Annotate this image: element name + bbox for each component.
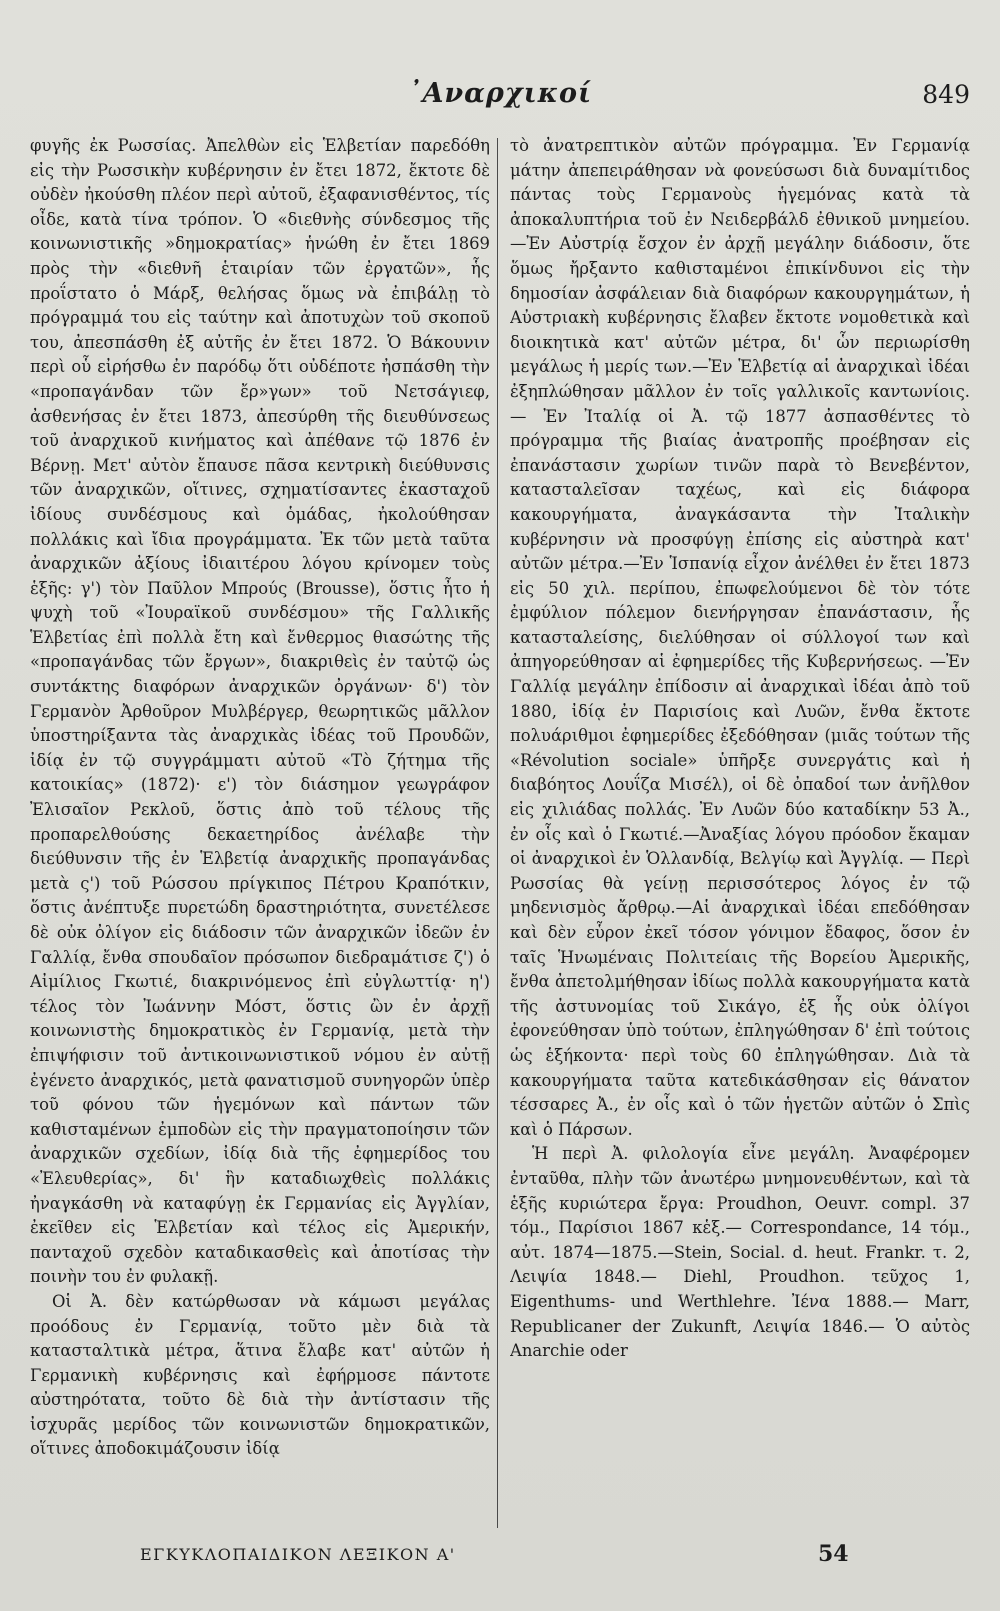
paragraph: τὸ ἀνατρεπτικὸν αὐτῶν πρόγραμμα. Ἐν Γερμανίᾳ μάτην ἀπεπειράθησαν νὰ φονεύσωσι διὰ δυναμίτιδος πάντας τοὺς Γερμανοὺς ἡγεμόνας κατὰ τὰ ἀποκαλυπτήρια τοῦ ἐν Νειδερβάλδ ἐθνικοῦ μνημείου.—Ἐν Αὐστρίᾳ ἔσχον ἐν ἀρχῇ μεγάλην διάδοσιν, ὅτε ὅμως ἤρξαντο καθισταμένοι ἐπικίνδυνοι εἰς τὴν δημοσίαν ἀσφάλειαν διὰ διαφόρων κακουργημάτων, ἡ Αὐστριακὴ κυβέρνησις ἔλαβεν ἔκτοτε νομοθετικὰ καὶ διοικητικὰ κατ' αὐτῶν μέτρα, δι' ὧν περιωρίσθη μεγάλως ἡ μερίς των.—Ἐν Ἑλβετίᾳ αἱ ἀναρχικαὶ ἰδέαι ἐξηπλώθησαν μᾶλλον ἐν τοῖς γαλλικοῖς καντωνίοις. — Ἐν Ἰταλίᾳ οἱ Ἀ. τῷ 1877 ἀσπασθέντες τὸ πρόγραμμα τῆς βιαίας ἀνατροπῆς προέβησαν εἰς ἐπανάστασιν χωρίων τινῶν παρὰ τὸ Βενεβέντον, κατασταλεῖσαν ταχέως, καὶ εἰς διάφορα κακουργήματα, ἀναγκάσαντα τὴν Ἰταλικὴν κυβέρνησιν νὰ προσφύγῃ ἐπίσης εἰς αὐστηρὰ κατ' αὐτῶν μέτρα.—Ἐν Ἱσπανίᾳ εἶχον ἀνέλθει ἐν ἔτει 1873 εἰς 50 χιλ. περίπου, ἐπωφελούμενοι δὲ τὸν τότε ἐμφύλιον πόλεμον διενήργησαν ἐπανάστασιν, ἧς κατασταλείσης, διελύθησαν οἱ σύλλογοί των καὶ ἀπηγορεύθησαν αἱ ἐφημερίδες τῆς Κυβερνήσεως. —Ἐν Γαλλίᾳ μεγάλην ἐπίδοσιν αἱ ἀναρχικαὶ ἰδέαι ἀπὸ τοῦ 1880, ἰδίᾳ ἐν Παρισίοις καὶ Λυῶν, ἔνθα ἔκτοτε πολυάριθμοι ἐφημερίδες ἐξεδόθησαν (μιᾶς τούτων τῆς «Révolution sociale» ὑπῆρξε συνεργάτις καὶ ἡ διαβόητος Λουΐζα Μισέλ), οἱ δὲ ὀπαδοί των ἀνῆλθον εἰς χιλιάδας πολλάς. Ἐν Λυῶν δύο καταδίκην 53 Ἀ., ἐν οἷς καὶ ὁ Γκωτιέ.—Ἀναξίας λόγου πρόοδον ἔκαμαν οἱ ἀναρχικοὶ ἐν Ὁλλανδίᾳ, Βελγίῳ καὶ Ἀγγλίᾳ. — Περὶ Ρωσσίας θὰ γείνῃ περισσότερος λόγος ἐν τῷ μηδενισμὸς ἄρθρῳ.—Αἱ ἀναρχικαὶ ἰδέαι επεδόθησαν καὶ δὲν εὗρον ἐκεῖ τόσον γόνιμον ἔδαφος, ὅσον ἐν ταῖς Ἡνωμέναις Πολιτείαις τῆς Βορείου Ἀμερικῆς, ἔνθα ἀπετολμήθησαν ἰδίως πολλὰ κακουργήματα κατὰ τῆς ἀστυνομίας τοῦ Σικάγο, ἐξ ἧς οὐκ ὀλίγοι ἐφονεύθησαν ὑπὸ τούτων, ἐπληγώθησαν δ' ἐπὶ τούτοις ὡς ἑξήκοντα· περὶ τοὺς 60 ἐπληγώθησαν. Διὰ τὰ κακουργήματα ταῦτα κατεδικάσθησαν εἰς θάνατον τέσσαρες Ἀ., ἐν οἷς καὶ ὁ τῶν ἡγετῶν αὐτῶν ὁ Σπὶς καὶ ὁ Πάρσων.: [510, 136, 970, 1139]
right-column: [510, 134, 970, 1534]
paragraph: Ἡ περὶ Ἀ. φιλολογία εἶνε μεγάλη. Ἀναφέρομεν ἐνταῦθα, πλὴν τῶν ἀνωτέρω μνημονευθέντων, καὶ τὰ ἑξῆς κυριώτερα ἔργα: Proudhon, Oeuvr. compl. 37 τόμ., Παρίσιοι 1867 κἑξ.— Correspondance, 14 τόμ., αὐτ. 1874—1875.—Stein, Social. d. heut. Frankr. τ. 2, Λειψία 1848.— Diehl, Proudhon. τεῦχος 1, Eigenthums- und Werthlehre. Ἰένα 1888.— Marr, Republicaner der Zukunft, Λειψία 1846.— Ὁ αὐτὸς Anarchie oder: [510, 1144, 970, 1361]
page-footer: [0, 1541, 1000, 1575]
paragraph: Οἱ Ἀ. δὲν κατώρθωσαν νὰ κάμωσι μεγάλας προόδους ἐν Γερμανίᾳ, τοῦτο μὲν διὰ τὰ κατασταλτικὰ μέτρα, ἅτινα ἔλαβε κατ' αὐτῶν ἡ Γερμανικὴ κυβέρνησις καὶ ἐφήρμοσε πάντοτε αὐστηρότατα, τοῦτο δὲ διὰ τὴν ἀντίστασιν τῆς ἰσχυρᾶς μερίδος τῶν κοινωνιστῶν δημοκρατικῶν, οἵτινες ἀποδοκιμάζουσιν ἰδίᾳ: [30, 1291, 490, 1459]
page-title: ᾿Αναρχικοί: [407, 78, 593, 109]
paragraph: φυγῆς ἐκ Ρωσσίας. Ἀπελθὼν εἰς Ἑλβετίαν παρεδόθη εἰς τὴν Ρωσσικὴν κυβέρνησιν ἐν ἔτει 1872, ἔκτοτε δὲ οὐδὲν ἠκούσθη πλέον περὶ αὐτοῦ, ἐξαφανισθέντος, τίς οἶδε, κατὰ τίνα τρόπον. Ὁ «διεθνὴς σύνδεσμος τῆς κοινωνιστικῆς »δημοκρατίας» ἡνώθη ἐν ἔτει 1869 πρὸς τὴν «διεθνῆ ἑταιρίαν τῶν ἐργατῶν», ἧς προΐστατο ὁ Μάρξ, θελήσας ὅμως νὰ ἐπιβάλῃ τὸ πρόγραμμά του εἰς ταύτην καὶ ἀποτυχὼν τοῦ σκοποῦ του, ἀπεσπάσθη ἐξ αὐτῆς ἐν ἔτει 1872. Ὁ Βάκουνιν περὶ οὗ εἰρήσθω ἐν παρόδῳ ὅτι οὐδέποτε ἠσπάσθη τὴν «προπαγάνδαν τῶν ἔρ»γων» τοῦ Νετσάγιεφ, ἀσθενήσας ἐν ἔτει 1873, ἀπεσύρθη τῆς διευθύνσεως τοῦ ἀναρχικοῦ κινήματος καὶ ἀπέθανε τῷ 1876 ἐν Βέρνῃ. Μετ' αὐτὸν ἔπαυσε πᾶσα κεντρικὴ διεύθυνσις τῶν ἀναρχικῶν, οἵτινες, σχηματίσαντες ἑκασταχοῦ ἰδίους συνδέσμους καὶ ὁμάδας, ἠκολούθησαν πολλάκις καὶ ἴδια προγράμματα. Ἐκ τῶν μετὰ ταῦτα ἀναρχικῶν ἀξίους ἰδιαιτέρου λόγου κρίνομεν τοὺς ἑξῆς: γ') τὸν Παῦλον Μπρούς (Brousse), ὅστις ἦτο ἡ ψυχὴ τοῦ «Ἰουραϊκοῦ συνδέσμου» τῆς Γαλλικῆς Ἑλβετίας ἐπὶ πολλὰ ἔτη καὶ ἔνθερμος θιασώτης τῆς «προπαγάνδας τῶν ἔργων», διακριθεὶς ἐν ταὐτῷ ὡς συντάκτης διαφόρων ἀναρχικῶν ὀργάνων· δ') τὸν Γερμανὸν Ἀρθοῦρον Μυλβέργερ, θεωρητικῶς μᾶλλον ὑποστηρίξαντα τὰς ἀναρχικὰς ἰδέας τοῦ Προυδῶν, ἰδίᾳ ἐν τῷ συγγράμματι αὐτοῦ «Τὸ ζήτημα τῆς κατοικίας» (1872)· ε') τὸν διάσημον γεωγράφον Ἐλισαῖον Ρεκλοῦ, ὅστις ἀπὸ τοῦ τέλους τῆς προπαρελθούσης δεκαετηρίδος ἀνέλαβε τὴν διεύθυνσιν τῆς ἐν Ἑλβετίᾳ ἀναρχικῆς προπαγάνδας μετὰ ς') τοῦ Ρώσσου πρίγκιπος Πέτρου Κραπότκιν, ὅστις ἀνέπτυξε πυρετώδη δραστηριότητα, συνετέλεσε δὲ οὐκ ὀλίγον εἰς διάδοσιν τῶν ἀναρχικῶν ἰδεῶν ἐν Γαλλίᾳ, ἔνθα σπουδαῖον πρόσωπον διεδραμάτισε ζ') ὁ Αἰμίλιος Γκωτιέ, διακρινόμενος ἐπὶ εὐγλωττίᾳ· η') τέλος τὸν Ἰωάννην Μόστ, ὅστις ὢν ἐν ἀρχῇ κοινωνιστὴς δημοκρατικὸς ἐν Γερμανίᾳ, μετὰ τὴν ἐπιψήφισιν τοῦ ἀντικοινωνιστικοῦ νόμου ἐν αὐτῇ ἐγένετο ἀναρχικός, μετὰ φανατισμοῦ συνηγορῶν ὑπὲρ τοῦ φόνου τῶν ἡγεμόνων καὶ πάντων τῶν καθισταμένων ἐμποδὼν εἰς τὴν πραγματοποίησιν τῶν ἀναρχικῶν σχεδίων, ἰδίᾳ διὰ τῆς ἐφημερίδος του «Ἐλευθερίας», δι' ἣν καταδιωχθεὶς πολλάκις ἠναγκάσθη νὰ καταφύγῃ ἐκ Γερμανίας εἰς Ἀγγλίαν, ἐκεῖθεν εἰς Ἑλβετίαν καὶ τέλος εἰς Ἀμερικήν, πανταχοῦ σχεδὸν καταδικασθεὶς καὶ ἀποτίσας τὴν ποινὴν του ἐν φυλακῇ.: [30, 136, 490, 1287]
left-column: [30, 134, 490, 1534]
column-divider: [497, 138, 498, 1528]
footer-title: ΕΓΚΥΚΛΟΠΑΙΔΙΚΟΝ ΛΕΞΙΚΟΝ Α': [140, 1545, 456, 1564]
signature-number: 54: [818, 1541, 849, 1567]
running-header: [0, 78, 1000, 118]
page-number: 849: [922, 80, 970, 109]
